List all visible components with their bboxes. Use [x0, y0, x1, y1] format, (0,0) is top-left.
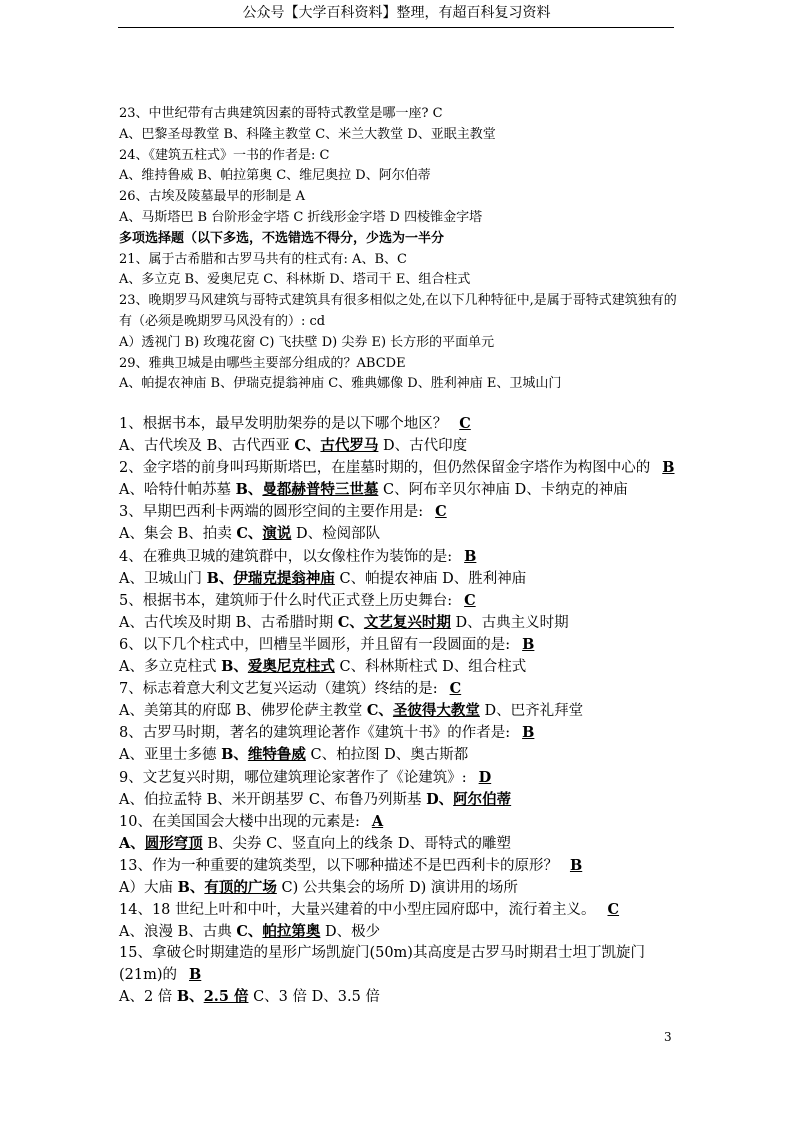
correct-option-letter: B、	[235, 481, 263, 499]
options	[119, 877, 679, 899]
options-before: A、哈特什帕苏墓	[119, 482, 236, 499]
question-text: 4、在雅典卫城的建筑群中，以女像柱作为装饰的是:	[119, 548, 453, 565]
options	[119, 744, 679, 766]
options	[119, 789, 679, 811]
question-text: 6、以下几个柱式中，凹槽呈半圆形，并且留有一段圆面的是:	[119, 636, 511, 653]
options: A）透视门 B) 玫瑰花窗 C) 飞扶壁 D) 尖券 E) 长方形的平面单元	[119, 334, 495, 350]
options	[119, 523, 679, 545]
question	[119, 943, 679, 986]
question	[119, 634, 679, 656]
single-choice-block	[119, 104, 679, 395]
question: 23、中世纪带有古典建筑因素的哥特式教堂是哪一座? C	[119, 106, 443, 121]
question-text: 2、金字塔的前身叫玛斯斯塔巴，在崖墓时期的，但仍然保留金字塔作为构图中心的	[119, 460, 651, 477]
options-after: D、极少	[320, 924, 381, 941]
question	[119, 811, 679, 833]
question	[119, 855, 679, 877]
options: A、帕提农神庙 B、伊瑞克提翁神庙 C、雅典娜像 D、胜利神庙 E、卫城山门	[119, 376, 562, 392]
question	[119, 678, 679, 700]
correct-option-text: 文艺复兴时期	[363, 613, 451, 631]
question-text: 3、早期巴西利卡两端的圆形空间的主要作用是:	[119, 504, 424, 521]
correct-option-text: 阿尔伯蒂	[453, 790, 512, 808]
question-text: 13、作为一种重要的建筑类型，以下哪种描述不是巴西利卡的原形？	[119, 857, 558, 874]
question: 23、晚期罗马风建筑与哥特式建筑具有很多相似之处,在以下几种特征中,是属于哥特式建筑独有的有（必须是晚期罗马风没有的）: cd	[119, 293, 677, 329]
options	[119, 656, 679, 678]
options-before: A、集会 B、拍卖	[119, 526, 237, 543]
options-after: C、柏拉图 D、奥古斯都	[305, 747, 469, 764]
options	[119, 612, 679, 634]
options-before: A、亚里士多德	[119, 747, 222, 764]
answer-letter: C	[607, 901, 620, 919]
question-text: 15、拿破仑时期建造的星形广场凯旋门(50m)其高度是古罗马时期君士坦丁凯旋门(21m)的	[119, 945, 645, 984]
correct-option-letter: C、	[366, 702, 393, 720]
header-rule	[118, 27, 674, 28]
options-after: C、3 倍 D、3.5 倍	[248, 989, 380, 1006]
question	[119, 413, 679, 435]
answer-letter: B	[569, 856, 583, 874]
options: A、巴黎圣母教堂 B、科隆主教堂 C、米兰大教堂 D、亚眠主教堂	[119, 126, 496, 142]
options-before: A）大庙	[119, 879, 178, 896]
options	[119, 435, 679, 457]
answer-letter: A	[371, 812, 384, 830]
question-text: 10、在美国国会大楼中出现的元素是:	[119, 813, 360, 830]
correct-option-letter: C、	[337, 613, 364, 631]
question: 29、雅典卫城是由哪些主要部分组成的？ABCDE	[119, 355, 406, 371]
correct-option-text: 古代罗马	[320, 437, 379, 455]
options	[119, 921, 679, 943]
correct-option-letter: B、	[176, 988, 204, 1006]
answer-letter: B	[522, 724, 535, 742]
correct-option-letter: A、	[119, 834, 145, 852]
answer-letter: C	[464, 591, 476, 609]
options	[119, 986, 679, 1008]
question	[119, 501, 679, 523]
correct-option-text: 演说	[262, 525, 292, 543]
question	[119, 767, 679, 789]
question-text: 5、根据书本，建筑师于什么时代正式登上历史舞台:	[119, 592, 453, 609]
correct-option-text: 帕拉第奥	[262, 923, 321, 941]
question: 21、属于古希腊和古罗马共有的柱式有: A、B、C	[119, 251, 407, 267]
options-before: A、古代埃及 B、古代西亚	[119, 438, 295, 455]
correct-option-text: 爱奥尼克柱式	[247, 658, 335, 676]
options-before: A、浪漫 B、古典	[119, 924, 237, 941]
correct-option-text: 曼都赫普特三世墓	[262, 481, 379, 499]
options-after: C) 公共集会的场所 D) 演讲用的场所	[276, 879, 518, 896]
answer-letter: C	[449, 680, 462, 698]
options-after: D、巴齐礼拜堂	[479, 703, 584, 720]
correct-option-text: 有顶的广场	[204, 878, 277, 896]
question-text: 8、古罗马时期，著名的建筑理论著作《建筑十书》的作者是:	[119, 725, 511, 742]
options	[119, 479, 679, 501]
answer-letter: B	[464, 547, 477, 565]
correct-option-letter: C、	[236, 923, 263, 941]
correct-option-text: 圣彼得大教堂	[392, 702, 480, 720]
options-before: A、2 倍	[119, 989, 177, 1006]
page-header: 公众号【大学百科资料】整理，有超百科复习资料	[242, 5, 551, 21]
answer-letter: B	[662, 459, 675, 477]
options-before: A、古代埃及时期 B、古希腊时期	[119, 614, 338, 631]
question	[119, 457, 679, 479]
options-before: A、伯拉孟特 B、米开朗基罗 C、布鲁乃列斯基	[119, 791, 427, 808]
correct-option-text: 维特鲁威	[247, 746, 306, 764]
options-before: A、美第其的府邸 B、佛罗伦萨主教堂	[119, 703, 367, 720]
section-title: 多项选择题（以下多选，不选错选不得分，少选为一半分	[119, 230, 445, 246]
correct-option-letter: B、	[177, 878, 205, 896]
question	[119, 546, 679, 568]
answer-letter: C	[459, 415, 471, 432]
answered-questions-block	[119, 413, 679, 1009]
options: A、维持鲁威 B、帕拉第奥 C、维尼奥拉 D、阿尔伯蒂	[119, 168, 431, 184]
page-number: 3	[664, 1030, 672, 1044]
question-text: 14、18 世纪上叶和中叶，大量兴建着的中小型庄园府邸中，流行着主义。	[119, 902, 596, 919]
options	[119, 700, 679, 722]
correct-option-letter: D、	[426, 790, 454, 808]
options-after: C、阿布辛贝尔神庙 D、卡纳克的神庙	[378, 482, 628, 499]
options-after: B、尖券 C、竖直向上的线条 D、哥特式的雕塑	[202, 835, 511, 852]
question: 26、古埃及陵墓最早的形制是 A	[119, 189, 306, 205]
question-text: 1、根据书本，最早发明肋架券的是以下哪个地区？	[119, 416, 448, 432]
question	[119, 899, 679, 921]
options-before: A、多立克柱式	[119, 659, 222, 676]
options-after: C、科林斯柱式 D、组合柱式	[334, 659, 527, 676]
question	[119, 590, 679, 612]
correct-option-letter: C、	[236, 525, 263, 543]
options-after: D、古典主义时期	[450, 614, 569, 631]
correct-option-letter: B、	[221, 746, 248, 764]
options-after: D、检阅部队	[291, 526, 381, 543]
question: 24、《建筑五柱式》一书的作者是: C	[119, 147, 330, 163]
options	[119, 568, 679, 590]
question	[119, 722, 679, 744]
options-before: A、卫城山门	[119, 570, 207, 587]
correct-option-letter: C、	[294, 437, 321, 455]
correct-option-text: 2.5 倍	[203, 988, 249, 1006]
answer-letter: B	[522, 635, 535, 653]
options: A、多立克 B、爱奥尼克 C、科林斯 D、塔司干 E、组合柱式	[119, 272, 471, 288]
correct-option-letter: B、	[206, 569, 234, 587]
answer-letter: B	[189, 966, 202, 984]
question-text: 7、标志着意大利文艺复兴运动（建筑）终结的是:	[119, 681, 438, 698]
options-after: C、帕提农神庙 D、胜利神庙	[334, 570, 527, 587]
options: A、马斯塔巴 B 台阶形金字塔 C 折线形金字塔 D 四棱锥金字塔	[119, 209, 483, 225]
options-after: D、古代印度	[378, 438, 468, 455]
correct-option-text: 圆形穹顶	[144, 834, 203, 852]
options	[119, 833, 679, 855]
answer-letter: C	[435, 503, 447, 521]
correct-option-text: 伊瑞克提翁神庙	[233, 569, 335, 587]
correct-option-letter: B、	[221, 658, 248, 676]
answer-letter: D	[478, 768, 492, 786]
question-text: 9、文艺复兴时期，哪位建筑理论家著作了《论建筑》:	[119, 769, 467, 786]
